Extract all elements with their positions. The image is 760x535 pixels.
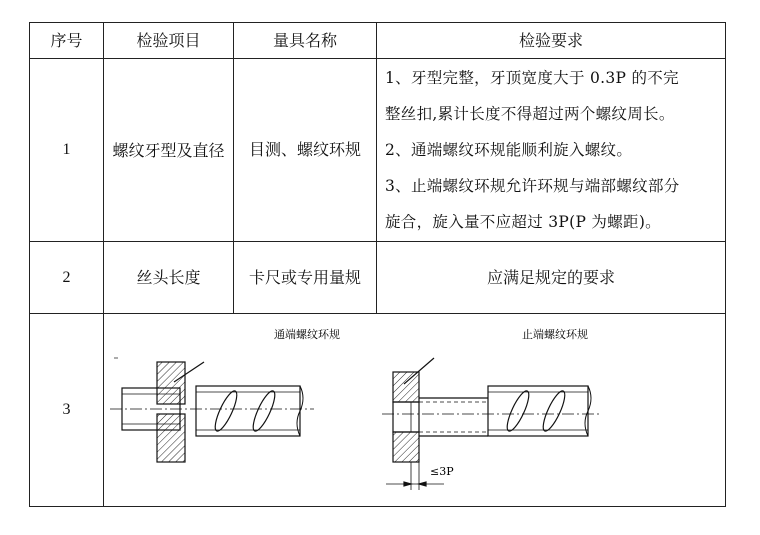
row-number: 1 bbox=[30, 59, 104, 242]
figure-cell bbox=[104, 314, 726, 507]
tool-cell bbox=[234, 242, 377, 314]
item-cell bbox=[104, 59, 234, 242]
go-gauge-assembly bbox=[110, 358, 314, 462]
requirement-cell bbox=[377, 59, 726, 242]
item-text: 螺纹牙型及直径 bbox=[112, 140, 225, 160]
row-number: 2 bbox=[30, 242, 104, 314]
item-cell: 丝头长度 bbox=[104, 242, 234, 314]
go-gauge-label: 通端螺纹环规 bbox=[274, 328, 340, 341]
row-number: 3 bbox=[30, 314, 104, 507]
nogo-gauge-assembly bbox=[382, 358, 602, 490]
thread-gauge-drawing bbox=[104, 314, 726, 507]
table-row bbox=[30, 242, 726, 314]
header-item: 检验项目 bbox=[104, 23, 234, 59]
dimension-label: ≤3P bbox=[430, 465, 454, 478]
table-row bbox=[30, 314, 726, 507]
inspection-table bbox=[29, 22, 726, 507]
header-req: 检验要求 bbox=[377, 23, 726, 59]
requirement-line: 1、牙型完整，牙顶宽度大于 0.3P 的不完 bbox=[385, 69, 679, 87]
header-row bbox=[30, 23, 726, 59]
tool-text: 卡尺或专用量规 bbox=[248, 268, 361, 287]
header-no: 序号 bbox=[30, 23, 104, 59]
requirement-cell: 应满足规定的要求 bbox=[377, 242, 726, 314]
tool-cell: 目测、螺纹环规 bbox=[234, 59, 377, 242]
table-row bbox=[30, 59, 726, 242]
requirement-line: 2、通端螺纹环规能顺利旋入螺纹。 bbox=[385, 141, 633, 159]
requirement-line: 3、止端螺纹环规允许环规与端部螺纹部分 bbox=[385, 177, 680, 195]
nogo-gauge-label: 止端螺纹环规 bbox=[522, 328, 588, 341]
header-tool: 量具名称 bbox=[234, 23, 377, 59]
requirement-line: 整丝扣,累计长度不得超过两个螺纹周长。 bbox=[385, 105, 675, 123]
requirement-line: 旋合，旋入量不应超过 3P(P 为螺距)。 bbox=[385, 213, 661, 231]
